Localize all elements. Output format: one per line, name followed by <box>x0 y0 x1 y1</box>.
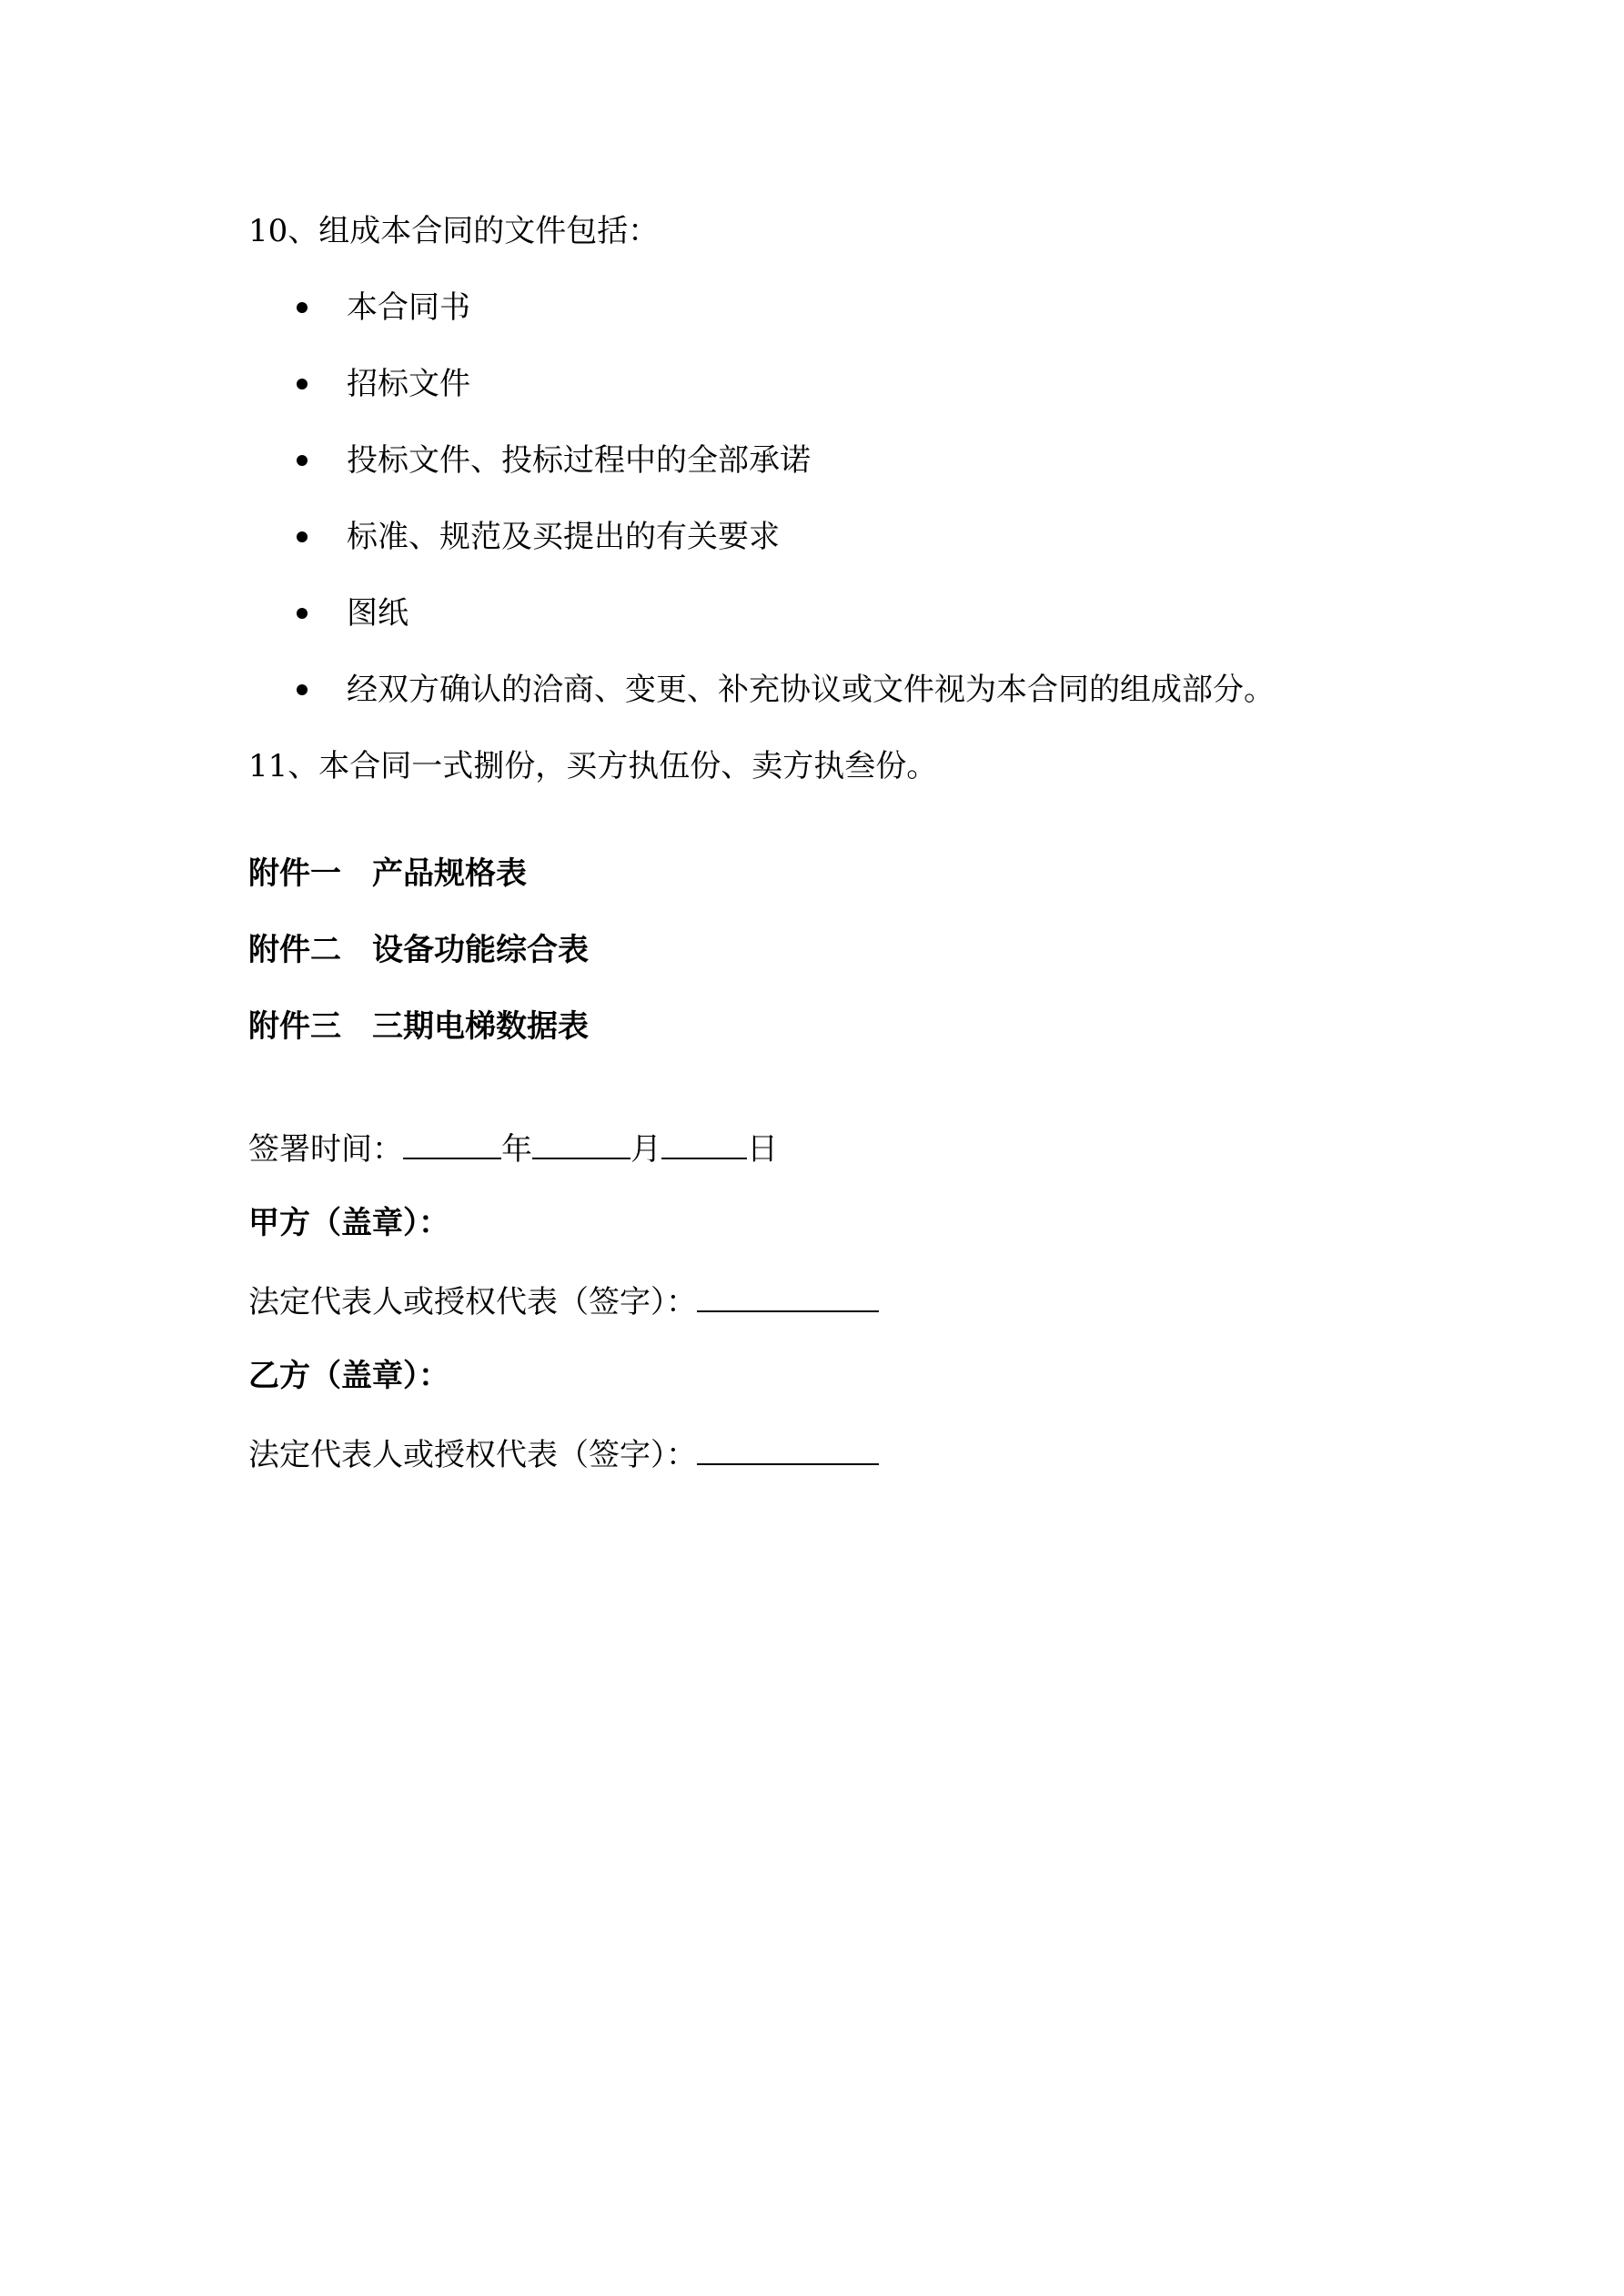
bullet-icon <box>297 531 308 542</box>
attachment-title: 设备功能综合表 <box>372 932 589 968</box>
year-label: 年 <box>501 1131 532 1168</box>
signing-time-label: 签署时间： <box>248 1131 403 1168</box>
list-item-text: 投标文件、投标过程中的全部承诺 <box>347 442 811 479</box>
party-b-representative <box>248 1432 879 1472</box>
bullet-icon <box>297 608 308 619</box>
list-item-text: 标准、规范及买提出的有关要求 <box>347 519 780 555</box>
attachment-title: 三期电梯数据表 <box>372 1008 589 1045</box>
attachment-2 <box>248 930 589 970</box>
month-label: 月 <box>630 1131 661 1168</box>
bullet-icon <box>297 379 308 389</box>
party-a-rep-label: 法定代表人或授权代表（签字）： <box>248 1284 697 1320</box>
year-blank[interactable] <box>403 1127 501 1159</box>
party-b-signature-blank[interactable] <box>697 1432 879 1465</box>
day-blank[interactable] <box>661 1127 747 1159</box>
list-item-text: 图纸 <box>347 595 409 632</box>
day-label: 日 <box>747 1131 778 1168</box>
party-a-signature-blank[interactable] <box>697 1279 879 1312</box>
attachment-label: 附件一 <box>248 855 341 892</box>
clause-11: 11、本合同一式捌份，买方执伍份、卖方执叁份。 <box>248 748 938 784</box>
bullet-icon <box>297 302 308 313</box>
signing-time <box>248 1127 778 1167</box>
clause-10-heading: 10、组成本合同的文件包括： <box>248 213 660 249</box>
bullet-icon <box>297 455 308 466</box>
attachment-label: 附件二 <box>248 932 341 968</box>
party-b-seal: 乙方（盖章）： <box>248 1358 449 1394</box>
list-item-text: 本合同书 <box>347 289 470 326</box>
list-item-text: 招标文件 <box>347 366 470 402</box>
list-item-text: 经双方确认的洽商、变更、补充协议或文件视为本合同的组成部分。 <box>347 672 1275 708</box>
attachment-1 <box>248 854 527 894</box>
attachment-label: 附件三 <box>248 1008 341 1045</box>
attachment-title: 产品规格表 <box>372 855 527 892</box>
attachment-3 <box>248 1006 589 1047</box>
month-blank[interactable] <box>532 1127 630 1159</box>
party-a-representative <box>248 1279 879 1320</box>
party-a-seal: 甲方（盖章）： <box>248 1205 449 1241</box>
bullet-icon <box>297 684 308 695</box>
party-b-rep-label: 法定代表人或授权代表（签字）： <box>248 1437 697 1473</box>
